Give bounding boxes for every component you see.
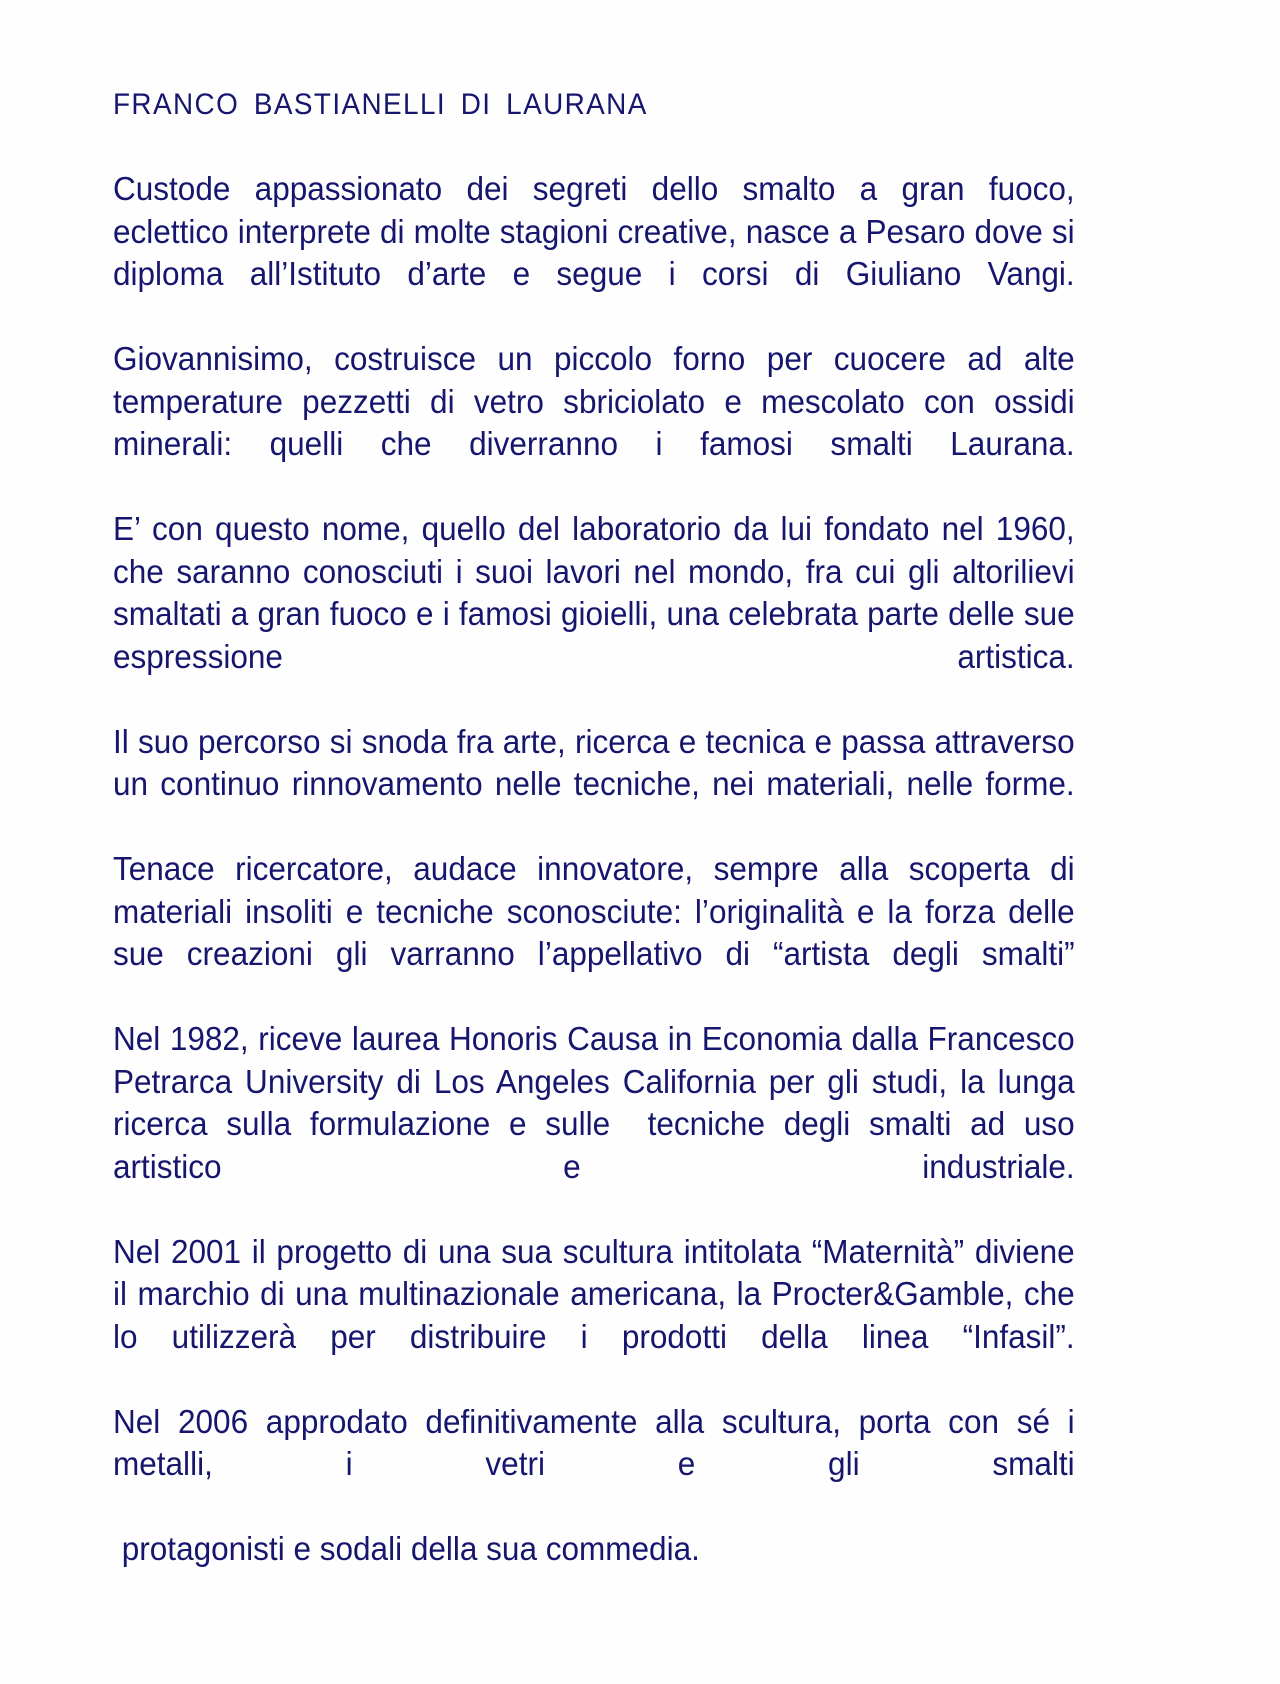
paragraph-9: protagonisti e sodali della sua commedia. <box>113 1530 700 1567</box>
paragraph-8: Nel 2006 approdato definitivamente alla scultura, porta con sé i metalli, i vetri e gli smalti <box>113 1402 1084 1482</box>
paragraph-1: Custode appassionato dei segreti dello smalto a gran fuoco, eclettico interprete di molte stagioni creative, nasce a Pesaro dove si diploma all’Istituto d’arte e segue i corsi di Giuliano Vangi. <box>113 170 1084 292</box>
paragraph-7: Nel 2001 il progetto di una sua scultura intitolata “Maternità” diviene il marchio di una multinazionale americana, la Procter&Gamble, che lo utilizzerà per distribuire i prodotti della linea “Infasil”. <box>113 1232 1084 1355</box>
paragraph-4: Il suo percorso si snoda fra arte, ricerca e tecnica e passa attraverso un continuo rinnovamento nelle tecniche, nei materiali, nelle forme. <box>113 722 1084 802</box>
paragraph-5: Tenace ricercatore, audace innovatore, sempre alla scoperta di materiali insoliti e tecniche sconosciute: l’originalità e la forza delle sue creazioni gli varranno l’appellativo di “artista degli smalti” <box>113 850 1084 972</box>
paragraph-3: E’ con questo nome, quello del laboratorio da lui fondato nel 1960, che saranno conosciuti i suoi lavori nel mondo, fra cui gli altorilievi smaltati a gran fuoco e i famosi gioielli, una celebrata parte delle sue espressione artistica. <box>113 510 1084 675</box>
paragraph-2: Giovannisimo, costruisce un piccolo forno per cuocere ad alte temperature pezzetti di vetro sbriciolato e mescolato con ossidi minerali: quelli che diverranno i famosi smalti Laurana. <box>113 340 1084 462</box>
paragraph-6: Nel 1982, riceve laurea Honoris Causa in Economia dalla Francesco Petrarca University di Los Angeles California per gli studi, la lunga ricerca sulla formulazione e sulle tecniche degli smalti ad uso artistico e industriale. <box>113 1020 1084 1185</box>
document-body <box>113 168 1084 1571</box>
page-title: FRANCO BASTIANELLI DI LAURANA <box>113 88 648 121</box>
